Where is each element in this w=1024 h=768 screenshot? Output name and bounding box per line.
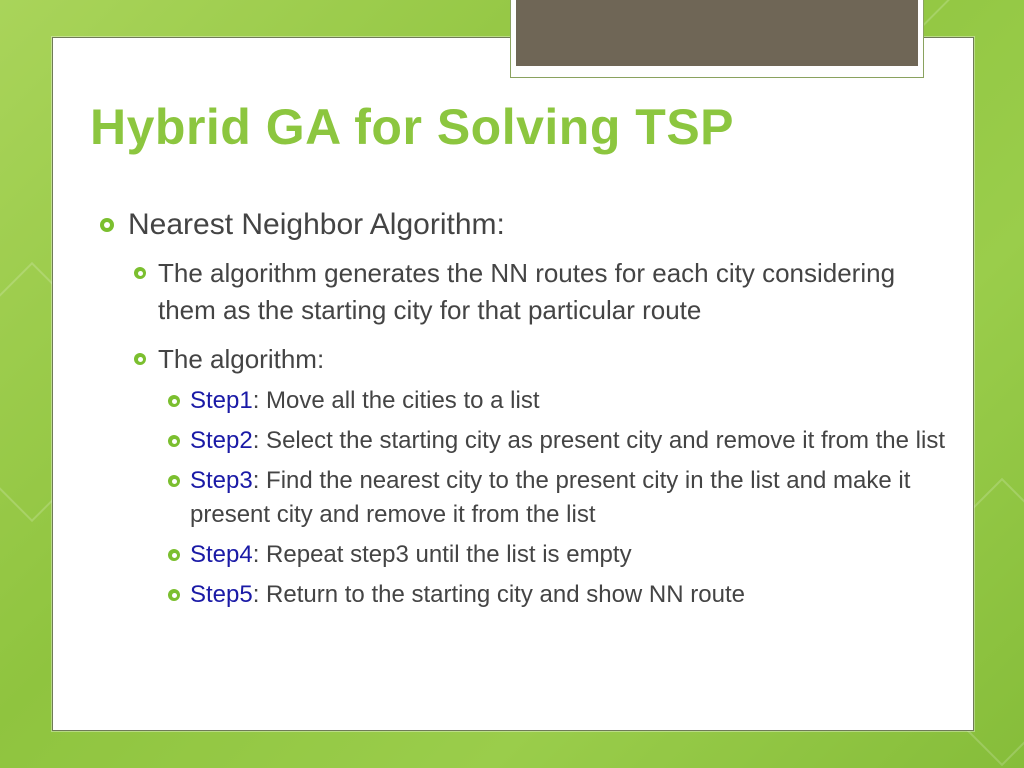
step-label: Step1 [190, 387, 253, 414]
bullet-icon [100, 218, 114, 232]
step-text: : Return to the starting city and show NN route [252, 581, 745, 608]
sub-bullet-item [100, 341, 950, 378]
step-item [100, 384, 950, 418]
step-label: Step2 [190, 427, 253, 454]
step-label: Step3 [190, 467, 253, 494]
step-label: Step5 [190, 581, 253, 608]
step-text: : Repeat step3 until the list is empty [252, 541, 632, 568]
slide-content [100, 205, 950, 612]
step-text: : Move all the cities to a list [252, 387, 540, 414]
step-text: : Find the nearest city to the present city in the list and make it present city and remove it from the list [190, 467, 911, 528]
bullet-icon [134, 353, 146, 365]
header-block [516, 0, 918, 66]
step-item [100, 424, 950, 458]
bullet-text: Nearest Neighbor Algorithm: [128, 208, 505, 241]
bullet-icon [168, 589, 180, 601]
sub-bullet-text: The algorithm generates the NN routes for each city considering them as the starting city for that particular route [158, 258, 896, 325]
step-text: : Select the starting city as present city and remove it from the list [252, 427, 946, 454]
step-item [100, 464, 950, 532]
step-label: Step4 [190, 541, 253, 568]
bullet-item [100, 205, 950, 245]
step-item [100, 578, 950, 612]
slide-title: Hybrid GA for Solving TSP [90, 99, 735, 155]
sub-bullet-text: The algorithm: [158, 344, 325, 374]
step-item [100, 538, 950, 572]
bullet-icon [168, 395, 180, 407]
bullet-icon [134, 267, 146, 279]
sub-bullet-item [100, 255, 950, 329]
bullet-icon [168, 549, 180, 561]
bullet-icon [168, 475, 180, 487]
bullet-icon [168, 435, 180, 447]
